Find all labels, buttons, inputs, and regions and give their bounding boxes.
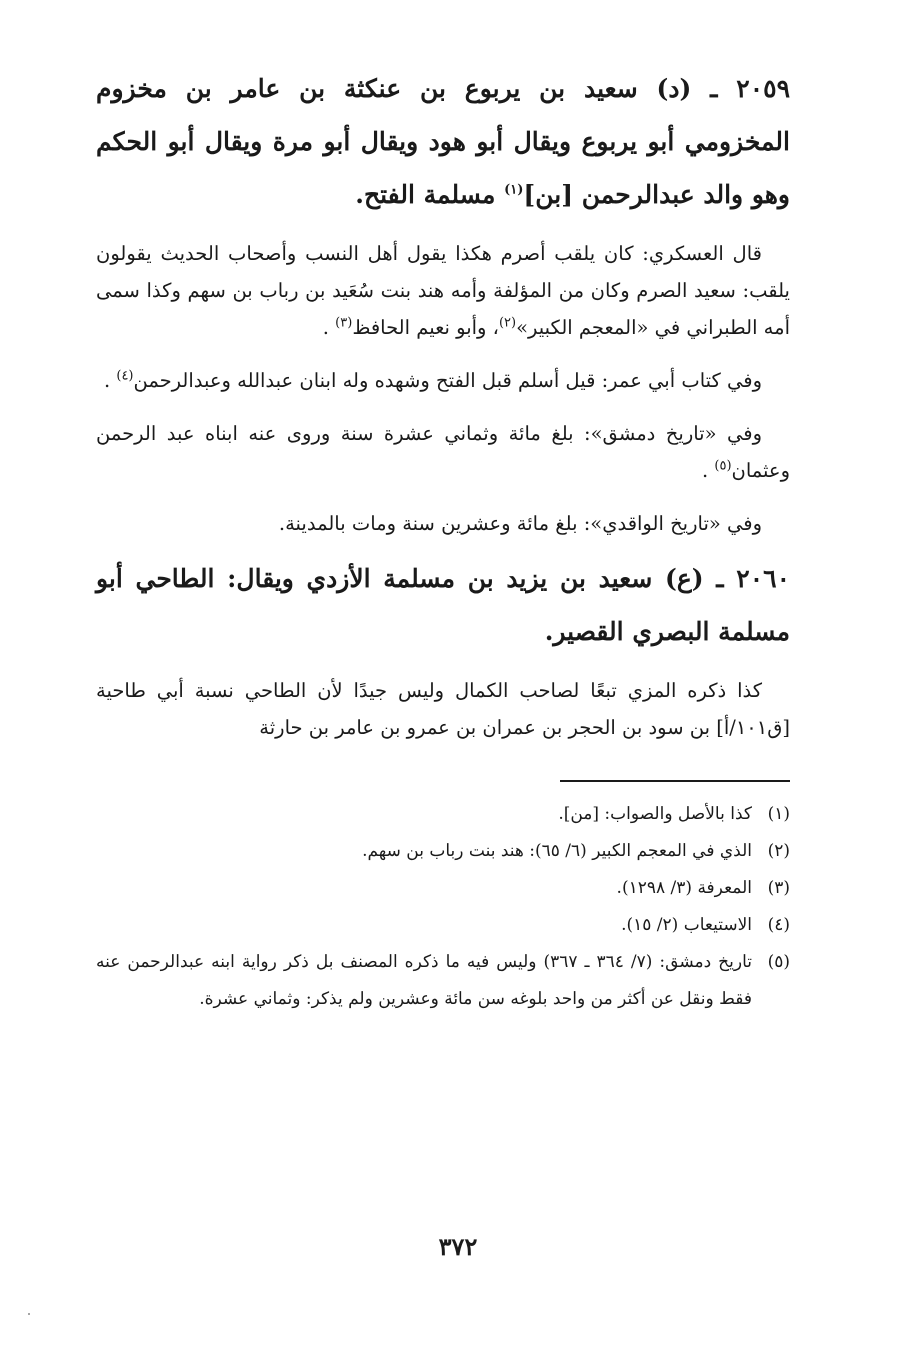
footnote-text: كذا بالأصل والصواب: [من]. bbox=[558, 804, 752, 824]
paragraph-text: وفي «تاريخ الواقدي»: بلغ مائة وعشرين سنة ومات بالمدينة. bbox=[278, 512, 762, 535]
footnote-ref[interactable]: (٥) bbox=[714, 458, 732, 474]
footnote-4 bbox=[96, 907, 790, 944]
footnote-number: (٢) bbox=[767, 841, 790, 861]
footnote-text: الذي في المعجم الكبير (٦/ ٦٥): هند بنت رباب بن سهم. bbox=[362, 841, 752, 861]
entry-heading-2059 bbox=[96, 62, 790, 221]
paragraph-text: . bbox=[701, 459, 715, 482]
paragraph-text: كذا ذكره المزي تبعًا لصاحب الكمال وليس جيدًا لأن الطاحي نسبة أبي طاحية [ق١٠١/أ] بن سود بن الحجر بن عمران بن عمرو بن عامر بن حارثة bbox=[96, 679, 790, 739]
entry-heading-text: ٢٠٥٩ ـ (د) سعيد بن يربوع بن عنكثة بن عامر بن مخزوم المخزومي أبو يربوع ويقال أبو هود ويقال أبو مرة ويقال أبو الحكم وهو والد عبدالرحمن [بن] bbox=[96, 74, 790, 209]
footnote-ref[interactable]: (١) bbox=[504, 182, 524, 198]
footnotes bbox=[96, 796, 790, 1018]
paragraph-waqidi bbox=[96, 505, 790, 542]
paragraph-text: وفي كتاب أبي عمر: قيل أسلم قبل الفتح وشهده وله ابنان عبدالله وعبدالرحمن bbox=[133, 369, 762, 392]
paragraph-askari bbox=[96, 235, 790, 346]
footnote-text: الاستيعاب (٢/ ١٥). bbox=[621, 915, 752, 935]
paragraph-mizzi bbox=[96, 672, 790, 746]
paragraph-text: . bbox=[322, 316, 336, 339]
footnote-5 bbox=[96, 944, 790, 1018]
paragraph-text: وفي «تاريخ دمشق»: بلغ مائة وثماني عشرة سنة وروى عنه ابناه عبد الرحمن وعثمان bbox=[96, 422, 790, 482]
footnote-separator bbox=[560, 780, 790, 782]
footnote-ref[interactable]: (٣) bbox=[335, 315, 353, 331]
footnote-ref[interactable]: (٢) bbox=[498, 315, 517, 331]
footnote-ref[interactable]: (٤) bbox=[116, 368, 134, 384]
paragraph-tarikh-dimashq bbox=[96, 415, 790, 489]
footnote-number: (١) bbox=[767, 804, 790, 824]
footnote-text: تاريخ دمشق: (٧/ ٣٦٤ ـ ٣٦٧) وليس فيه ما ذكره المصنف بل ذكر رواية ابنه عبدالرحمن عنه فقط ونقل عن أكثر من واحد بلوغه سن مائة وعشرين ولم يذكر: وثماني عشرة. bbox=[96, 952, 752, 1009]
paragraph-text: قال العسكري: كان يلقب أصرم هكذا يقول أهل النسب وأصحاب الحديث يقولون يلقب: سعيد الصرم وكان من المؤلفة وأمه هند بنت سُعَيد بن رباب بن سهم وكذا سمى أمه الطبراني في «المعجم الكبير» bbox=[96, 242, 790, 339]
footnote-3 bbox=[96, 870, 790, 907]
paragraph-text: ، وأبو نعيم الحافظ bbox=[352, 316, 499, 339]
footnote-2 bbox=[96, 833, 790, 870]
entry-heading-2060: ٢٠٦٠ ـ (ع) سعيد بن يزيد بن مسلمة الأزدي ويقال: الطاحي أبو مسلمة البصري القصير. bbox=[96, 564, 790, 646]
entry-heading-tail: مسلمة الفتح. bbox=[355, 180, 505, 209]
paragraph-abu-umar bbox=[96, 362, 790, 399]
scan-speck bbox=[28, 1313, 30, 1315]
footnote-text: المعرفة (٣/ ١٢٩٨). bbox=[616, 878, 752, 898]
footnote-number: (٤) bbox=[767, 915, 790, 935]
footnote-number: (٥) bbox=[767, 952, 790, 972]
footnote-number: (٣) bbox=[767, 878, 790, 898]
page-number: ٣٧٢ bbox=[438, 1232, 478, 1261]
footnote-1 bbox=[96, 796, 790, 833]
paragraph-text: . bbox=[103, 369, 117, 392]
